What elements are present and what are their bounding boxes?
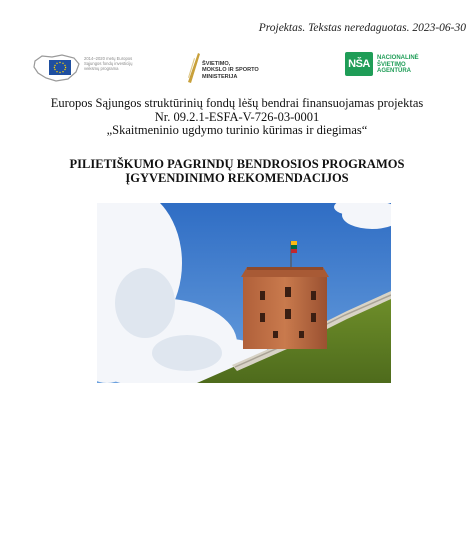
gediminas-tower-photo (97, 203, 391, 383)
eu-logo-text: 2014–2020 metų Europos Sąjungos fondų investicijų veiksmų programa (84, 56, 133, 72)
ministry-logo (186, 52, 286, 84)
nsa-name: NACIONALINĖ ŠVIETIMO AGENTŪRA (377, 55, 419, 75)
title-line-1: PILIETIŠKUMO PAGRINDŲ BENDROSIOS PROGRAMOS (69, 157, 405, 171)
title-line-2: ĮGYVENDINIMO REKOMENDACIJOS (125, 171, 349, 185)
eu-funds-logo (32, 52, 136, 84)
project-number: Nr. 09.2.1-ESFA-V-726-03-0001 (154, 109, 320, 124)
nsa-logo (345, 52, 445, 84)
lithuania-map-icon (32, 52, 82, 84)
ministry-emblem-icon (186, 52, 202, 84)
cover-photo (97, 203, 391, 383)
project-line-1: Europos Sąjungos struktūrinių fondų lėšų bendrai finansuojamas projektas (50, 96, 424, 110)
draft-note: Projektas. Tekstas neredaguotas. 2023-06-30 (258, 22, 466, 34)
document-title (0, 157, 474, 185)
project-info (0, 97, 474, 138)
project-name: „Skaitmeninio ugdymo turinio kūrimas ir diegimas“ (106, 123, 368, 137)
ministry-name: ŠVIETIMO, MOKSLO IR SPORTO MINISTERIJA (202, 61, 259, 80)
nsa-mark: NŠA (345, 52, 373, 76)
